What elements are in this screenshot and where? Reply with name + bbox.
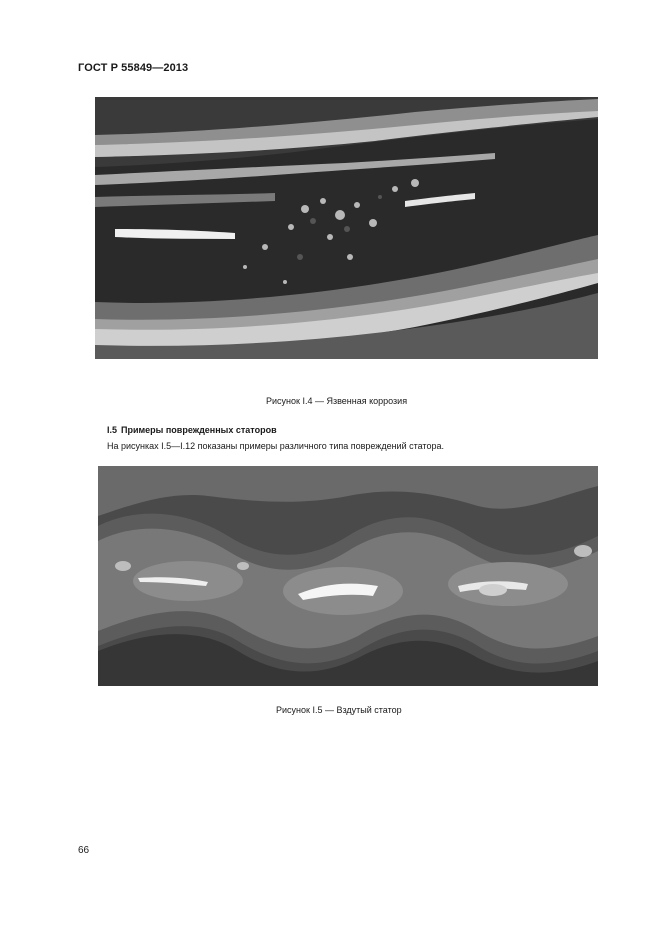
document-header: ГОСТ Р 55849—2013	[78, 62, 189, 74]
figure-caption: Рисунок I.4 — Язвенная коррозия	[266, 396, 408, 406]
figure-swollen-stator-photo	[98, 466, 598, 686]
figure-pitting-corrosion-photo	[95, 97, 598, 359]
section-heading	[107, 425, 277, 435]
corrosion-photo-image	[95, 97, 598, 359]
section-number: I.5	[107, 425, 118, 435]
page-number: 66	[78, 845, 90, 856]
body-paragraph: На рисунках I.5—I.12 показаны примеры различного типа повреждений статора.	[107, 441, 444, 451]
stator-photo-image	[98, 466, 598, 686]
figure-caption: Рисунок I.5 — Вздутый статор	[276, 705, 402, 715]
section-title: Примеры поврежденных статоров	[121, 425, 277, 435]
